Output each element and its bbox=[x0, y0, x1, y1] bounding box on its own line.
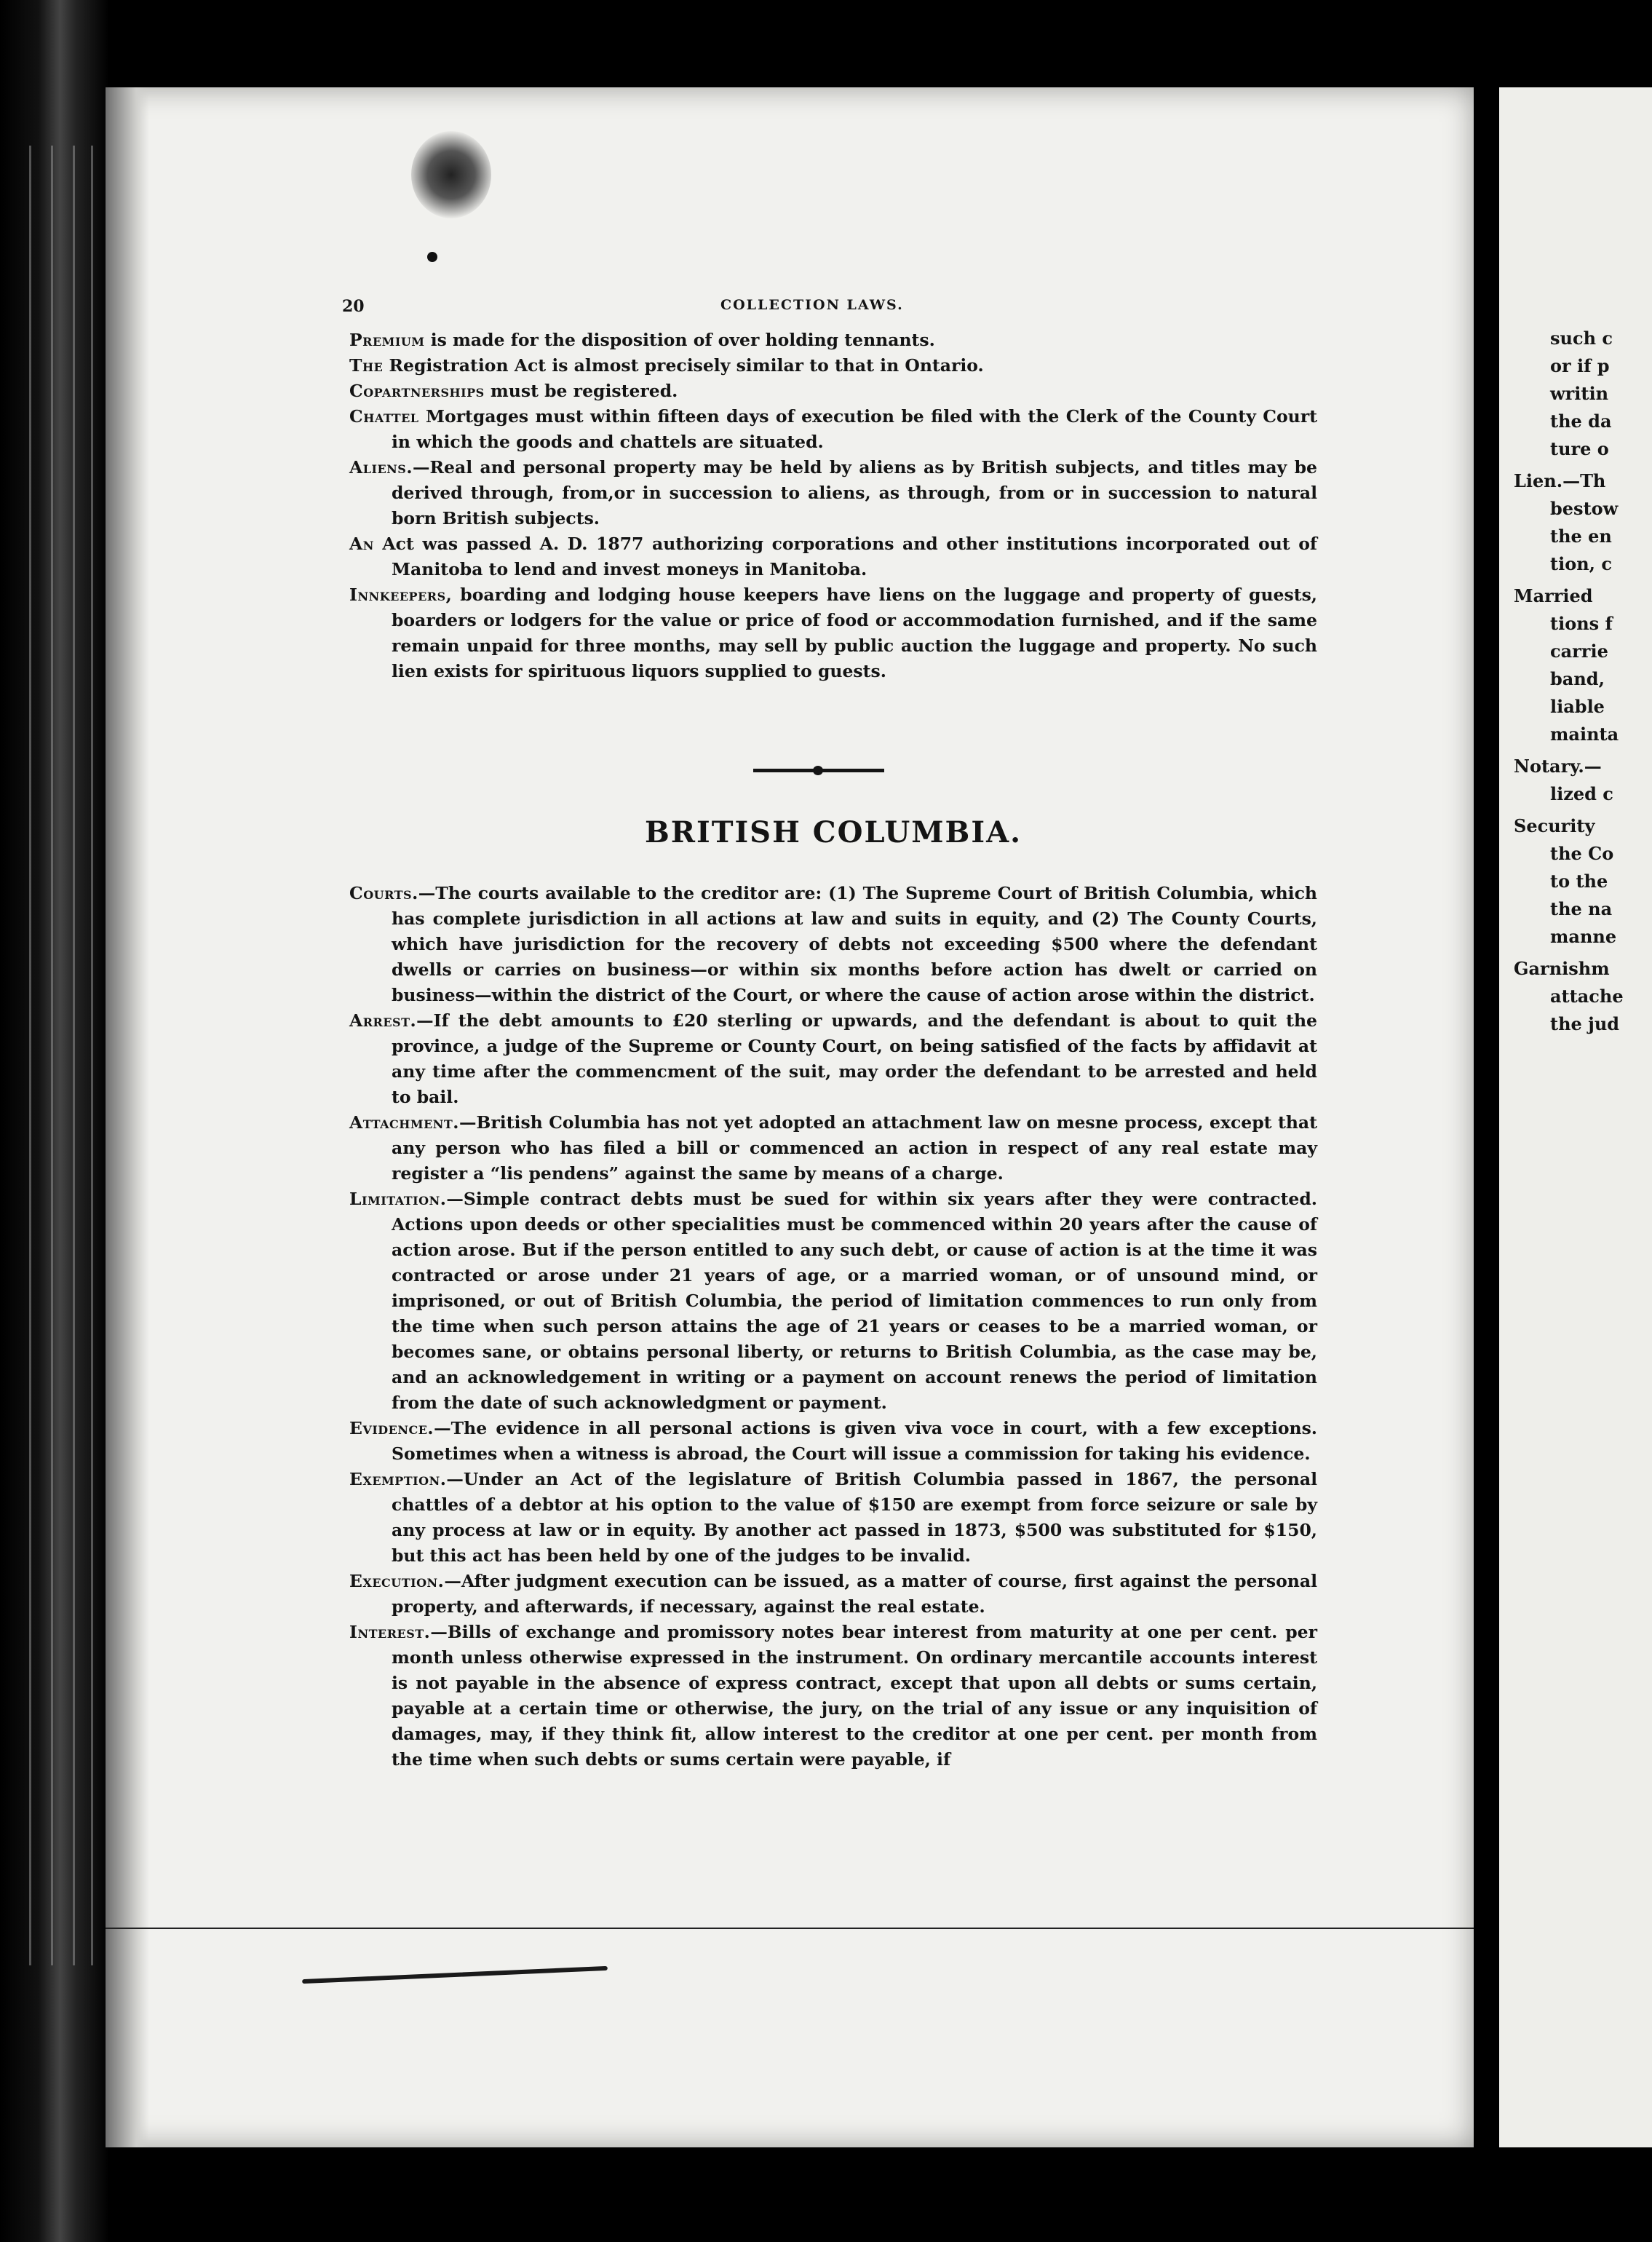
scan-artifact-line bbox=[106, 1928, 1474, 1929]
right-page-line: Married bbox=[1514, 585, 1593, 606]
paragraph-term: Exemption. bbox=[349, 1469, 447, 1489]
paragraph-term: Chattel bbox=[349, 406, 419, 427]
paragraph-term: The bbox=[349, 355, 384, 376]
right-page-line: lized c bbox=[1550, 783, 1613, 804]
book-binding bbox=[0, 0, 109, 2242]
binding-edge-line bbox=[91, 146, 93, 1965]
page-number: 20 bbox=[342, 297, 365, 316]
paragraph-text: boarding and lodging house keepers have liens on the luggage and property of guests, boarders or lodgers for the value or price of food or accommodation furnished, and if the same remain unpaid for three months, may sell by public auction the luggage and property. No such lien exists for spirituous liquors supplied to guests. bbox=[392, 585, 1317, 681]
paragraph-term: Arrest. bbox=[349, 1010, 417, 1031]
paragraph-text: —British Columbia has not yet adopted an attachment law on mesne process, except that any person who has filed a bill or commenced an action in respect of any real estate may register a “lis pendens” against the same by means of a charge. bbox=[392, 1112, 1317, 1184]
paragraph-text: must be registered. bbox=[484, 381, 678, 401]
paragraph-text: —Real and personal property may be held by aliens as by British subjects, and titles may be derived through, from,or in succession to aliens, as through, from or in succession to natural born British subjects. bbox=[392, 457, 1317, 528]
binding-edge-line bbox=[51, 146, 53, 1965]
manitoba-continued-section bbox=[349, 328, 1317, 684]
paragraph-text: —After judgment execution can be issued, as a matter of course, first against the personal property, and afterwards, if necessary, against the real estate. bbox=[392, 1571, 1317, 1617]
binding-edge-line bbox=[73, 146, 75, 1965]
paragraph bbox=[349, 1008, 1317, 1110]
right-page-line: the Co bbox=[1550, 843, 1614, 864]
binding-edge-line bbox=[29, 146, 31, 1965]
right-page-line: tion, c bbox=[1550, 553, 1612, 574]
paragraph bbox=[349, 455, 1317, 531]
right-page-line: or if p bbox=[1550, 355, 1610, 376]
section-title: BRITISH COLUMBIA. bbox=[644, 815, 1022, 849]
paragraph-text: —The evidence in all personal actions is given viva voce in court, with a few exceptions. Sometimes when a witness is abroad, the Court will issue a commission for taking his evidence. bbox=[392, 1418, 1317, 1464]
paragraph-term: Execution. bbox=[349, 1571, 445, 1591]
right-page-line: the na bbox=[1550, 898, 1613, 919]
paragraph bbox=[349, 531, 1317, 582]
paragraph bbox=[349, 1467, 1317, 1569]
paragraph bbox=[349, 1110, 1317, 1187]
paragraph-text: is made for the disposition of over holding tennants. bbox=[424, 330, 935, 350]
paragraph-term: Courts. bbox=[349, 883, 418, 903]
right-page-line: attache bbox=[1550, 986, 1624, 1007]
paragraph bbox=[349, 379, 1317, 404]
paragraph-text: Mortgages must within fifteen days of execution be filed with the Clerk of the County Court in which the goods and chattels are situated. bbox=[392, 406, 1317, 452]
paragraph bbox=[349, 1620, 1317, 1772]
paragraph-text: Registration Act is almost precisely similar to that in Ontario. bbox=[383, 355, 984, 376]
right-page-line: ture o bbox=[1550, 438, 1609, 459]
paragraph-text: —Under an Act of the legislature of British Columbia passed in 1867, the personal chattles of a debtor at his option to the value of $150 are exempt from force seizure or sale by any process at law or in equity. By another act passed in 1873, $500 was substituted for $150, but this act has been held by one of the judges to be invalid. bbox=[392, 1469, 1317, 1566]
paragraph-text: —Bills of exchange and promissory notes bear interest from maturity at one per cent. per month unless otherwise expressed in the instrument. On ordinary mercantile accounts interest is not payable in the absence of express contract, except that upon all debts or sums certain, payable at a certain time or otherwise, the jury, on the trial of any issue or any inquisition of damages, may, if they think fit, allow interest to the creditor at one per cent. per month from the time when such debts or sums certain were payable, if bbox=[392, 1622, 1317, 1770]
right-page-line: mainta bbox=[1550, 724, 1619, 745]
right-page-line: manne bbox=[1550, 926, 1617, 947]
paragraph bbox=[349, 1187, 1317, 1416]
paragraph-term: Attachment. bbox=[349, 1112, 459, 1133]
paragraph-text: —If the debt amounts to £20 sterling or upwards, and the defendant is about to quit the province, a judge of the Supreme or County Court, on being satisfied of the facts by affidavit at any time after the commencment of the suit, may order the defendant to be arrested and held to bail. bbox=[392, 1010, 1317, 1107]
paragraph-term: Aliens. bbox=[349, 457, 413, 478]
paragraph-text: Act was passed A. D. 1877 authorizing corporations and other institutions incorporated out of Manitoba to lend and invest moneys in Manitoba. bbox=[373, 534, 1317, 579]
paragraph bbox=[349, 353, 1317, 379]
paragraph-term: Copartnerships bbox=[349, 381, 485, 401]
section-divider-ornament bbox=[753, 769, 884, 772]
paragraph-term: Innkeepers, bbox=[349, 585, 453, 605]
right-page-line: the jud bbox=[1550, 1013, 1620, 1034]
paragraph-text: —The courts available to the creditor are: (1) The Supreme Court of British Columbia, which has complete jurisdiction in all actions at law and suits in equity, and (2) The County Courts, which have jurisdiction for the recovery of debts not exceeding $500 where the defendant dwells or carries on business—or within six months before action has dwelt or carried on business—within the district of the Court, or where the cause of action arose within the district. bbox=[392, 883, 1317, 1005]
right-page-line: such c bbox=[1550, 328, 1613, 349]
paragraph bbox=[349, 1569, 1317, 1620]
stray-pen-mark bbox=[302, 1966, 608, 1984]
running-head: COLLECTION LAWS. bbox=[720, 297, 904, 313]
paragraph bbox=[349, 328, 1317, 353]
paragraph-term: Evidence. bbox=[349, 1418, 434, 1438]
right-page-line: Security bbox=[1514, 815, 1595, 836]
paragraph-term: Interest. bbox=[349, 1622, 431, 1642]
british-columbia-section bbox=[349, 881, 1317, 1772]
right-page-line: the en bbox=[1550, 526, 1612, 547]
right-page-line: writin bbox=[1550, 383, 1609, 404]
page-shadow-edge bbox=[106, 87, 149, 2147]
right-page-line: to the bbox=[1550, 871, 1608, 892]
ink-dot bbox=[427, 252, 437, 262]
paragraph-term: Limitation. bbox=[349, 1189, 447, 1209]
right-page-line: liable bbox=[1550, 696, 1605, 717]
right-page-line: Notary.— bbox=[1514, 756, 1602, 777]
ink-smudge bbox=[411, 131, 491, 218]
right-page-line: Lien.—Th bbox=[1514, 470, 1606, 491]
paragraph-term: Premium bbox=[349, 330, 425, 350]
right-page-fragment bbox=[1499, 87, 1652, 2147]
right-page-line: tions f bbox=[1550, 613, 1613, 634]
paragraph bbox=[349, 582, 1317, 684]
right-page-line: Garnishm bbox=[1514, 958, 1610, 979]
paragraph-text: —Simple contract debts must be sued for within six years after they were contracted. Actions upon deeds or other specialities must be commenced within 20 years after the cause of action arose. But if the person entitled to any such debt, or cause of action is at the time it was contracted or arose under 21 years of age, or a married woman, or of unsound mind, or imprisoned, or out of British Columbia, the period of limitation commences to run only from the time when such person attains the age of 21 years or ceases to be a married woman, or becomes sane, or obtains personal liberty, or returns to British Columbia, as the case may be, and an acknowledgement in writing or a payment on account renews the period of limitation from the date of such acknowledgment or payment. bbox=[392, 1189, 1317, 1413]
paragraph bbox=[349, 404, 1317, 455]
paragraph bbox=[349, 881, 1317, 1008]
right-page-line: band, bbox=[1550, 668, 1605, 689]
right-page-line: carrie bbox=[1550, 641, 1608, 662]
right-page-line: the da bbox=[1550, 411, 1612, 432]
paragraph bbox=[349, 1416, 1317, 1467]
paragraph-term: An bbox=[349, 534, 374, 554]
right-page-line: bestow bbox=[1550, 498, 1619, 519]
